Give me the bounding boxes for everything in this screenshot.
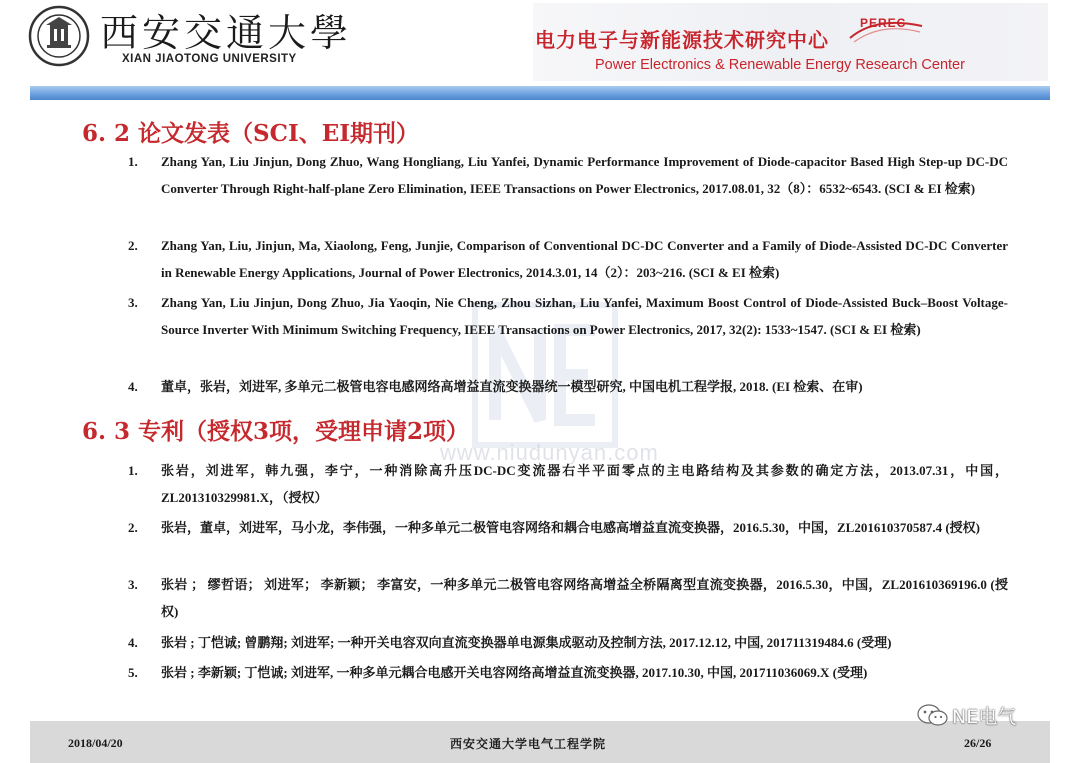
university-name-cn: 西安交通大學 [100, 11, 353, 55]
item-number: 4. [128, 635, 138, 650]
item-text: 张岩，刘进军，韩九强，李宁，一种消除高升压DC-DC变流器右半平面零点的主电路结构及其参数的确定方法，2013.07.31，中国，ZL201310329981.X，（授权） [161, 463, 1008, 505]
item-text: 张岩，董卓，刘进军，马小龙，李伟强，一种多单元二极管电容网络和耦合电感高增益直流变换器，2016.5.30，中国，ZL201610370587.4 (授权) [161, 520, 981, 535]
footer-school: 西安交通大学电气工程学院 [450, 737, 607, 751]
patent-item [128, 659, 1008, 686]
wechat-badge [916, 700, 1016, 730]
footer-date: 2018/04/20 [68, 736, 123, 750]
paper-item [128, 232, 1008, 286]
section-title-papers: 6. 2 论文发表（SCI、EI期刊） [82, 120, 419, 147]
patent-item [128, 514, 1008, 541]
item-number: 1. [128, 154, 138, 169]
item-text: 张岩 ； 缪哲语； 刘进军； 李新颖； 李富安，一种多单元二极管电容网络高增益全桥隔离型直流变换器，2016.5.30，中国，ZL201610369196.0 (授权) [161, 577, 1008, 619]
research-center-name-cn: 电力电子与新能源技术研究中心 [535, 28, 829, 52]
page-number: 26/26 [964, 736, 992, 750]
university-seal-icon [28, 5, 90, 67]
slide-header [0, 0, 1080, 86]
item-number: 5. [128, 665, 138, 680]
item-text: 张岩 ; 丁恺诚; 曾鹏翔; 刘进军; 一种开关电容双向直流变换器单电源集成驱动及控制方法, 2017.12.12, 中国, 201711319484.6 (受理) [161, 635, 892, 650]
watermark-url: www.niudunyan.com [440, 440, 659, 465]
item-number: 4. [128, 379, 138, 394]
paper-item [128, 373, 1008, 400]
research-center-name-en: Power Electronics & Renewable Energy Research Center [595, 57, 965, 73]
item-number: 3. [128, 295, 138, 310]
perec-logo-text: PEREC [860, 16, 907, 30]
item-text: 张岩 ; 李新颖; 丁恺诚; 刘进军, 一种多单元耦合电感开关电容网络高增益直流变换器, 2017.10.30, 中国, 201711036069.X (受理) [161, 665, 868, 680]
patent-item [128, 571, 1008, 625]
wechat-badge-text: NE电气 [952, 705, 1017, 728]
item-text: Zhang Yan, Liu, Jinjun, Ma, Xiaolong, Feng, Junjie, Comparison of Conventional DC-DC Converter and a Family of Diode-Assisted DC-DC Converter in Renewable Energy Applications, Journal of Power Electronics, 2014.3.01, 14（2）：203~216. (SCI & EI 检索) [161, 238, 1008, 280]
item-text: 董卓，张岩，刘进军, 多单元二极管电容电感网络高增益直流变换器统一模型研究, 中国电机工程学报, 2018. (EI 检索、在审) [161, 379, 863, 394]
item-text: Zhang Yan, Liu Jinjun, Dong Zhuo, Jia Yaoqin, Nie Cheng, Zhou Sizhan, Liu Yanfei, Maximum Boost Control of Diode-Assisted Buck–Boost Voltage-Source Inverter With Minimum Switching Frequency, IEEE Transactions on Power Electronics, 2017, 32(2): 1533~1547. (SCI & EI 检索) [161, 295, 1008, 337]
wechat-icon [916, 703, 950, 727]
paper-item [128, 148, 1008, 202]
item-number: 1. [128, 463, 138, 478]
university-name-en: XIAN JIAOTONG UNIVERSITY [122, 53, 297, 65]
header-divider-bar [30, 86, 1050, 100]
paper-item [128, 289, 1008, 343]
item-number: 3. [128, 577, 138, 592]
item-text: Zhang Yan, Liu Jinjun, Dong Zhuo, Wang Hongliang, Liu Yanfei, Dynamic Performance Improvement of Diode-capacitor Based High Step-up DC-DC Converter Through Right-half-plane Zero Elimination, IEEE Transactions on Power Electronics, 2017.08.01, 32（8）：6532~6543. (SCI & EI 检索) [161, 154, 1008, 196]
patent-item [128, 629, 1008, 656]
item-number: 2. [128, 238, 138, 253]
patent-item [128, 457, 1008, 511]
section-title-patents: 6. 3 专利（授权3项，受理申请2项） [82, 418, 470, 445]
item-number: 2. [128, 520, 138, 535]
